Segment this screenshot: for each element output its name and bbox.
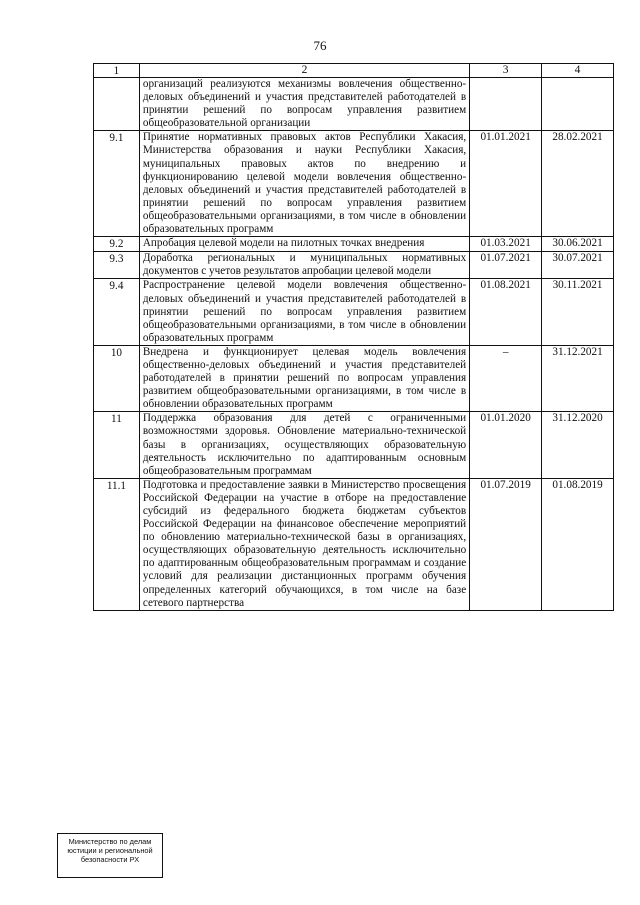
row-start-date: 01.01.2020 (470, 412, 542, 478)
row-start-date: 01.08.2021 (470, 279, 542, 345)
header-col-1: 1 (94, 64, 140, 78)
stamp-line-1: Министерство по делам (68, 837, 152, 846)
stamp-line-2: юстиции и региональной (67, 846, 153, 855)
row-start-date: 01.07.2021 (470, 252, 542, 279)
table-row (94, 252, 614, 279)
table-row (94, 345, 614, 411)
row-end-date: 28.02.2021 (542, 131, 614, 237)
row-end-date (542, 78, 614, 131)
row-end-date: 30.07.2021 (542, 252, 614, 279)
row-start-date: 01.07.2019 (470, 478, 542, 610)
row-number: 10 (94, 345, 140, 411)
table-row (94, 78, 614, 131)
row-number: 9.3 (94, 252, 140, 279)
stamp-line-3: безопасности РХ (80, 855, 140, 864)
row-start-date (470, 78, 542, 131)
row-description: Распространение целевой модели вовлечения общественно-деловых объединений и участия представителей работодателей в принятии решений по вопросам управления развитием общеобразовательными организациями, в том числе в обновлении образовательных программ (139, 279, 469, 345)
row-start-date: – (470, 345, 542, 411)
row-number: 9.4 (94, 279, 140, 345)
row-end-date: 31.12.2020 (542, 412, 614, 478)
row-number: 9.1 (94, 131, 140, 237)
registration-stamp (57, 833, 163, 878)
row-start-date: 01.01.2021 (470, 131, 542, 237)
row-number: 11 (94, 412, 140, 478)
row-description: Принятие нормативных правовых актов Республики Хакасия, Министерства образования и науки Республики Хакасия, муниципальных правовых актов по внедрению и функционированию целевой модели вовлечения общественно-деловых объединений и участия представителей работодателей в принятии решений по вопросам управления развитием общеобразовательными организациями, в том числе в обновлении образовательных программ (139, 131, 469, 237)
table-row (94, 131, 614, 237)
row-description: Апробация целевой модели на пилотных точках внедрения (139, 237, 469, 252)
table-row (94, 237, 614, 252)
table-row (94, 412, 614, 478)
row-number: 9.2 (94, 237, 140, 252)
page-number: 76 (313, 38, 327, 53)
row-end-date: 30.11.2021 (542, 279, 614, 345)
row-end-date: 01.08.2019 (542, 478, 614, 610)
measures-table (93, 63, 614, 611)
header-col-2: 2 (139, 64, 469, 78)
row-description: Доработка региональных и муниципальных нормативных документов с учетов результатов апробации целевой модели (139, 252, 469, 279)
row-start-date: 01.03.2021 (470, 237, 542, 252)
row-description: организаций реализуются механизмы вовлечения общественно-деловых объединений и участия представителей работодателей в принятии решений по вопросам управления развитием общеобразовательной организации (139, 78, 469, 131)
header-col-4: 4 (542, 64, 614, 78)
row-description: Внедрена и функционирует целевая модель вовлечения общественно-деловых объединений и участия представителей работодателей в принятии решений по вопросам управления развитием общеобразовательными организациями, в том числе в обновлении образовательных программ (139, 345, 469, 411)
row-end-date: 31.12.2021 (542, 345, 614, 411)
row-end-date: 30.06.2021 (542, 237, 614, 252)
row-number (94, 78, 140, 131)
header-col-3: 3 (470, 64, 542, 78)
table-row (94, 279, 614, 345)
row-description: Подготовка и предоставление заявки в Министерство просвещения Российской Федерации на участие в отборе на предоставление субсидий из федерального бюджета бюджетам субъектов Российской Федерации на финансовое обеспечение мероприятий по обновлению материально-технической базы в организациях, осуществляющих образовательную деятельность исключительно по адаптированным общеобразовательным программам и создание условий для реализации дистанционных программ обучения определенных категорий обучающихся, в том числе на базе сетевого партнерства (139, 478, 469, 610)
row-number: 11.1 (94, 478, 140, 610)
table-row (94, 478, 614, 610)
table-header-row (94, 64, 614, 78)
row-description: Поддержка образования для детей с ограниченными возможностями здоровья. Обновление материально-технической базы в организациях, осуществляющих образовательную деятельность исключительно по адаптированным основным общеобразовательным программам (139, 412, 469, 478)
